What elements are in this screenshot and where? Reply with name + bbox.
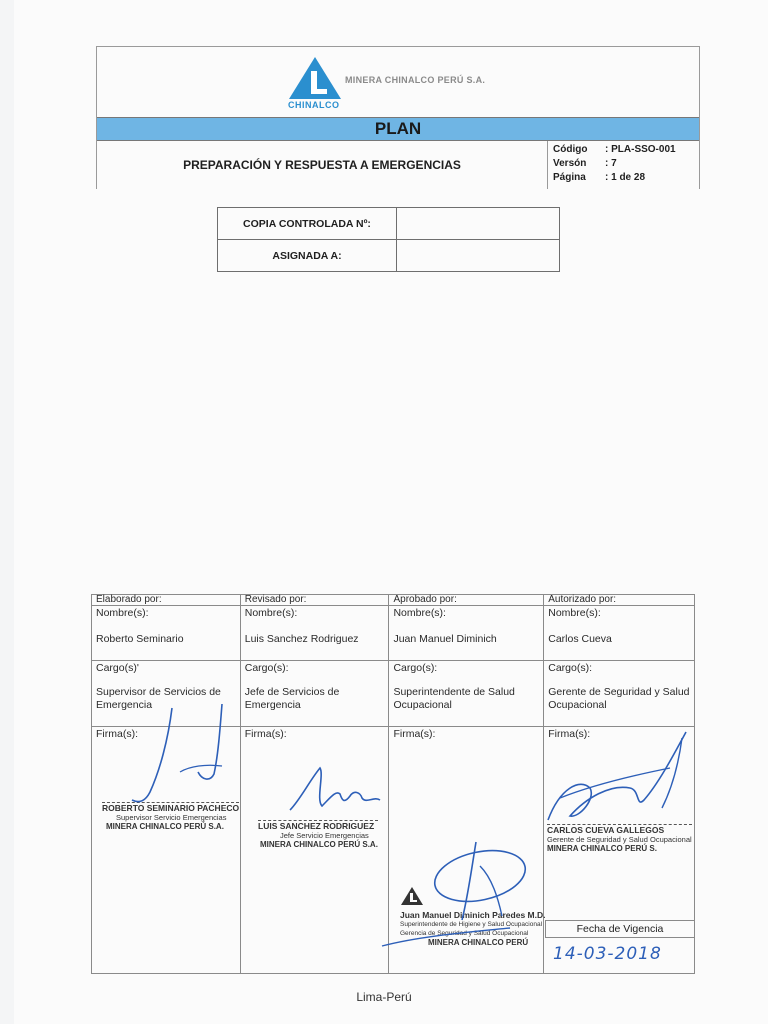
signature-revisado-icon — [280, 760, 390, 820]
autorizado-name-cell — [544, 595, 695, 661]
elaborado-name-cell — [92, 595, 241, 661]
stamp-revisado: LUIS SANCHEZ RODRIGUEZ Jefe Servicio Emergencias MINERA CHINALCO PERÚ S.A. — [258, 821, 378, 849]
name-label: Nombre(s): — [548, 607, 601, 619]
meta-row-version: Versón : 7 — [553, 158, 617, 169]
firma-label: Firma(s): — [96, 728, 138, 740]
name-label: Nombre(s): — [393, 607, 446, 619]
aprobado-cargo-cell — [389, 661, 544, 727]
name-label: Nombre(s): — [96, 607, 149, 619]
assigned-to-value — [397, 240, 560, 272]
assigned-to-label: ASIGNADA A: — [218, 240, 397, 272]
aprobado-name-cell — [389, 595, 544, 661]
company-name: MINERA CHINALCO PERÚ S.A. — [345, 75, 486, 85]
aprobado-name: Juan Manuel Diminich — [393, 633, 497, 645]
signature-aprobado-icon — [380, 836, 540, 956]
firma-label: Firma(s): — [393, 728, 436, 740]
revisado-cargo: Jefe de Servicios de Emergencia — [244, 686, 340, 711]
chinalco-logo-icon — [287, 55, 343, 101]
stamp-aprobado: Juan Manuel Diminich Paredes M.D. Superintendente de Higiene y Salud Ocupacional Gerencia de Seguridad y Salud Ocupacional MINERA CHINALCO PERÚ — [400, 910, 546, 947]
firma-label: Firma(s): — [548, 728, 591, 740]
effective-date-value: 14-03-2018 — [553, 944, 662, 964]
doc-type-band: PLAN — [97, 117, 699, 141]
autorizado-header: Autorizado por: — [544, 595, 694, 606]
effective-date-label: Fecha de Vigencia — [545, 920, 695, 938]
revisado-name: Luis Sanchez Rodriguez — [244, 633, 359, 645]
copy-number-label: COPIA CONTROLADA Nº: — [218, 208, 397, 240]
signature-elaborado-icon — [110, 700, 240, 810]
autorizado-name: Carlos Cueva — [548, 633, 612, 645]
doc-title: PREPARACIÓN Y RESPUESTA A EMERGENCIAS — [97, 141, 548, 189]
document-header — [96, 46, 700, 189]
signature-autorizado-icon — [540, 728, 690, 838]
footer-location: Lima-Perú — [356, 990, 412, 1004]
controlled-copy-table — [217, 207, 560, 272]
revisado-name-cell — [240, 595, 389, 661]
revisado-cargo-cell — [240, 661, 389, 727]
doc-meta — [553, 143, 676, 185]
meta-row-code: Código : PLA-SSO-001 — [553, 144, 676, 155]
name-label: Nombre(s): — [244, 607, 298, 619]
elaborado-name: Roberto Seminario — [96, 633, 184, 645]
elaborado-cargo: Supervisor de Servicios de Emergencia — [96, 686, 221, 711]
logo-area — [97, 47, 699, 117]
autorizado-cargo: Gerente de Seguridad y Salud Ocupacional — [548, 686, 690, 711]
cargo-label: Cargo(s): — [548, 662, 592, 674]
cargo-label: Cargo(s): — [244, 662, 289, 674]
copy-number-value — [397, 208, 560, 240]
elaborado-header: Elaborado por: — [92, 595, 240, 606]
logo-text: CHINALCO — [288, 100, 340, 110]
stamp-elaborado: ROBERTO SEMINARIO PACHECO Supervisor Servicio Emergencias MINERA CHINALCO PERÚ S.A. — [102, 803, 240, 831]
revisado-header: Revisado por: — [241, 595, 389, 606]
firma-label: Firma(s): — [244, 728, 287, 740]
cargo-label: Cargo(s)' — [96, 662, 139, 674]
aprobado-cargo: Superintendente de Salud Ocupacional — [393, 686, 515, 711]
meta-row-page: Página : 1 de 28 — [553, 172, 646, 183]
autorizado-cargo-cell — [544, 661, 695, 727]
stamp-autorizado: CARLOS CUEVA GALLEGOS Gerente de Seguridad y Salud Ocupacional MINERA CHINALCO PERÚ S. — [547, 825, 692, 853]
cargo-label: Cargo(s): — [393, 662, 438, 674]
aprobado-header: Aprobado por: — [389, 595, 543, 606]
